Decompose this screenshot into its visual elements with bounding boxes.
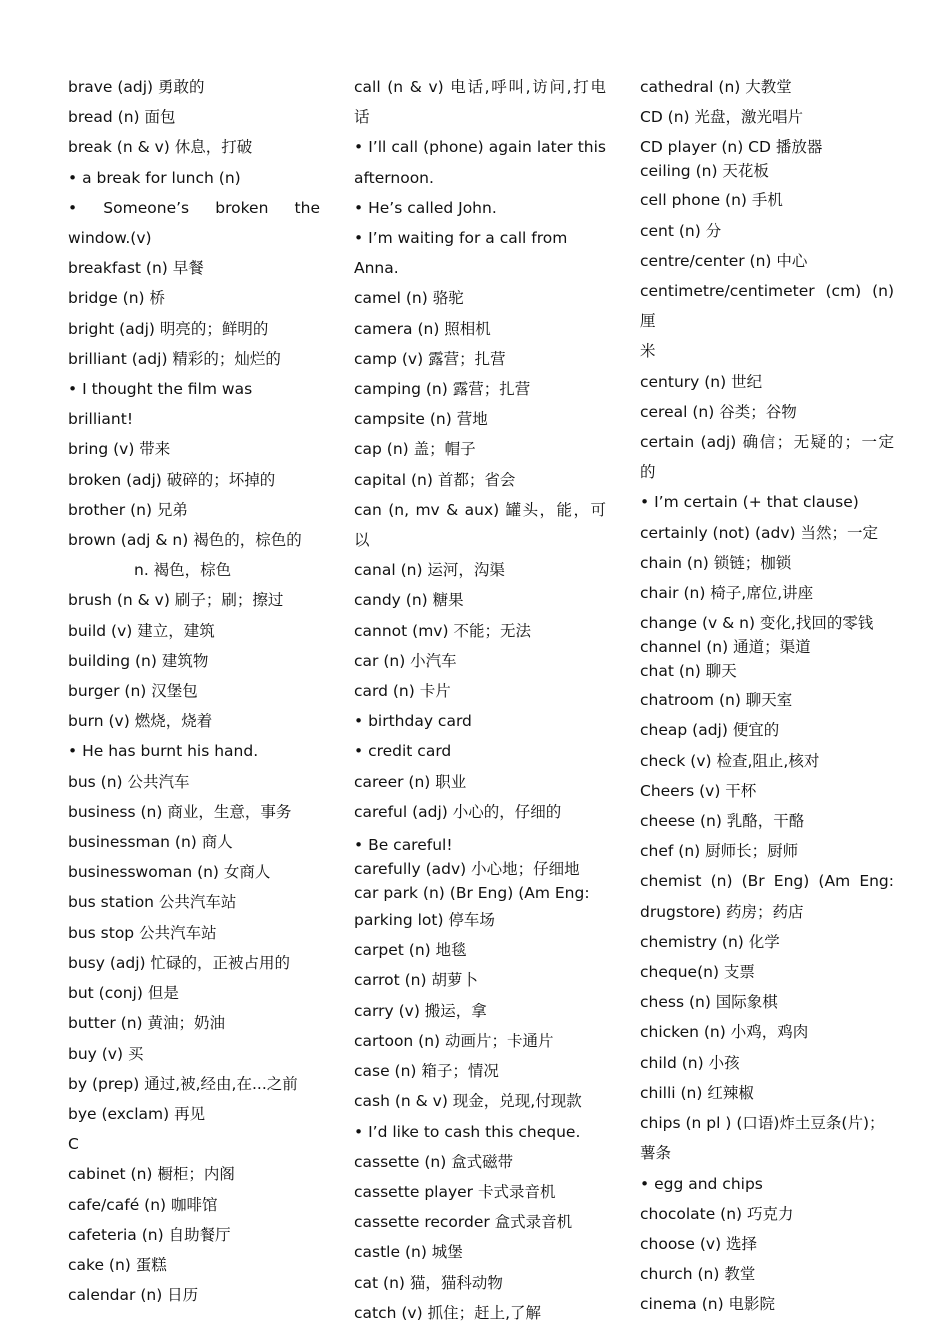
vocab-entry: cathedral (n) 大教堂 [640, 78, 792, 96]
vocab-entry: chair (n) 椅子,席位,讲座 [640, 584, 814, 603]
vocab-entry: cheap (adj) 便宜的 [640, 721, 780, 740]
vocab-entry: can (n, mv & aux) 罐头，能，可 [354, 500, 606, 519]
vocab-entry: businessman (n) 商人 [68, 833, 233, 852]
vocab-entry: businesswoman (n) 女商人 [68, 863, 271, 882]
vocab-entry: by (prep) 通过,被,经由,在...之前 [68, 1074, 298, 1093]
vocab-entry: cafe/café (n) 咖啡馆 [68, 1195, 218, 1214]
vocab-entry: change (v & n) 变化,找回的零钱 [640, 614, 874, 633]
vocab-entry: bring (v) 带来 [68, 440, 171, 459]
vocab-entry: cheese (n) 乳酪，干酪 [640, 812, 805, 831]
vocab-entry: CD player (n) CD 播放器 [640, 138, 823, 157]
vocab-entry: choose (v) 选择 [640, 1234, 758, 1253]
vocab-entry: certain (adj) 确信；无疑的；一定 [640, 433, 894, 452]
vocab-entry: • Be careful! [354, 836, 453, 855]
vocab-entry: camp (v) 露营；扎营 [354, 349, 506, 368]
vocab-entry: castle (n) 城堡 [354, 1243, 463, 1262]
section-letter: C [68, 1135, 79, 1154]
vocab-entry: carrot (n) 胡萝卜 [354, 971, 478, 990]
vocab-entry: • I thought the film was brilliant! [68, 380, 253, 429]
vocab-entry: build (v) 建立，建筑 [68, 621, 215, 640]
vocab-column-3 [640, 72, 894, 1320]
vocab-entry: child (n) 小孩 [640, 1053, 740, 1072]
vocab-entry: bus station 公共汽车站 [68, 893, 237, 912]
vocab-entry: cafeteria (n) 自助餐厅 [68, 1225, 231, 1244]
vocab-entry: window.(v) [68, 229, 152, 248]
vocab-entry: camel (n) 骆驼 [354, 289, 464, 308]
vocab-entry: cabinet (n) 橱柜；内阁 [68, 1165, 235, 1184]
vocab-entry: cinema (n) 电影院 [640, 1295, 776, 1314]
vocab-entry: brilliant (adj) 精彩的；灿烂的 [68, 349, 281, 368]
vocab-entry: busy (adj) 忙碌的，正被占用的 [68, 953, 291, 972]
vocab-entry: cartoon (n) 动画片；卡通片 [354, 1031, 554, 1050]
vocab-entry: • He’s called John. [354, 198, 497, 217]
vocab-entry: catch (v) 抓住；赶上,了解 [354, 1303, 541, 1322]
vocab-entry: broken (adj) 破碎的；坏掉的 [68, 470, 276, 489]
vocab-entry: burger (n) 汉堡包 [68, 682, 198, 701]
vocab-entry: brave (adj) 勇敢的 [68, 78, 205, 96]
vocab-entry: cell phone (n) 手机 [640, 191, 783, 210]
vocab-entry: chocolate (n) 巧克力 [640, 1204, 794, 1223]
vocab-entry: • credit card [354, 742, 452, 761]
vocab-entry: bus (n) 公共汽车 [68, 772, 190, 791]
vocab-entry: n. 褐色，棕色 [134, 561, 232, 580]
vocab-entry: • egg and chips [640, 1174, 763, 1193]
vocab-entry: bread (n) 面包 [68, 108, 176, 127]
vocab-entry: careful (adj) 小心的，仔细的 [354, 802, 562, 821]
vocab-entry: cake (n) 蛋糕 [68, 1255, 167, 1274]
vocab-entry: capital (n) 首都；省会 [354, 470, 516, 489]
vocab-entry: card (n) 卡片 [354, 682, 451, 701]
vocab-entry: 米 [640, 342, 656, 361]
vocab-entry: cassette player 卡式录音机 [354, 1182, 556, 1201]
vocab-entry: bye (exclam) 再见 [68, 1104, 206, 1123]
vocab-entry: brother (n) 兄弟 [68, 500, 188, 519]
vocab-entry: case (n) 箱子；情况 [354, 1062, 499, 1081]
vocab-entry: • I’d like to cash this cheque. [354, 1122, 581, 1141]
vocab-entry: cannot (mv) 不能；无法 [354, 621, 531, 640]
vocab-entry: • I’ll call (phone) again later this [354, 138, 606, 157]
vocab-entry: calendar (n) 日历 [68, 1286, 199, 1305]
vocab-entry: brush (n & v) 刷子；刷；擦过 [68, 591, 284, 610]
vocab-entry: chain (n) 锁链；枷锁 [640, 553, 792, 572]
vocab-entry: carpet (n) 地毯 [354, 941, 467, 960]
vocab-entry: car (n) 小汽车 [354, 651, 457, 670]
vocab-entry: camping (n) 露营；扎营 [354, 380, 531, 399]
vocab-entry: chatroom (n) 聊天室 [640, 691, 793, 710]
vocab-entry: • I’m certain (+ that clause) [640, 493, 859, 512]
vocab-entry: • a break for lunch (n) [68, 168, 241, 187]
vocab-entry: afternoon. [354, 168, 434, 187]
vocab-entry: bright (adj) 明亮的；鲜明的 [68, 319, 269, 338]
vocab-entry: 的 [640, 463, 656, 482]
vocab-entry: chilli (n) 红辣椒 [640, 1083, 754, 1102]
vocab-entry: car park (n) (Br Eng) (Am Eng: [354, 884, 590, 903]
vocab-entry: • I’m waiting for a call from Anna. [354, 229, 568, 278]
vocab-entry: parking lot) 停车场 [354, 911, 495, 930]
vocab-entry: ceiling (n) 天花板 [640, 162, 769, 181]
vocab-entry: century (n) 世纪 [640, 372, 763, 391]
vocab-entry: breakfast (n) 早餐 [68, 259, 204, 278]
vocab-entry: certainly (not) (adv) 当然；一定 [640, 523, 878, 542]
vocab-entry: chicken (n) 小鸡，鸡肉 [640, 1023, 809, 1042]
vocab-entry: cheque(n) 支票 [640, 963, 755, 982]
vocab-entry: 话 [354, 108, 370, 127]
vocab-entry: chat (n) 聊天 [640, 662, 737, 681]
vocab-entry: business (n) 商业，生意，事务 [68, 802, 292, 821]
vocab-entry: break (n & v) 休息，打破 [68, 138, 253, 157]
vocab-entry: buy (v) 买 [68, 1044, 144, 1063]
vocab-entry: burn (v) 燃烧，烧着 [68, 712, 213, 731]
vocab-entry: candy (n) 糖果 [354, 591, 464, 610]
vocab-entry: career (n) 职业 [354, 772, 467, 791]
vocab-entry: centimetre/centimeter (cm) (n) 厘 [640, 282, 894, 331]
vocab-entry: camera (n) 照相机 [354, 319, 491, 338]
vocab-entry: 薯条 [640, 1144, 672, 1163]
vocab-entry: cassette recorder 盒式录音机 [354, 1213, 573, 1232]
vocab-entry: • birthday card [354, 712, 472, 731]
vocab-entry: check (v) 检查,阻止,核对 [640, 751, 820, 770]
vocab-entry: cat (n) 猫，猫科动物 [354, 1273, 503, 1292]
vocab-entry: • Someone’s broken the [68, 198, 320, 217]
vocab-column-2 [354, 72, 606, 1328]
vocab-entry: • He has burnt his hand. [68, 742, 259, 761]
vocab-entry: church (n) 教堂 [640, 1265, 756, 1284]
vocab-entry: cassette (n) 盒式磁带 [354, 1152, 514, 1171]
vocab-column-1 [68, 72, 320, 1310]
vocab-entry: chips (n pl ) (口语)炸土豆条(片)； [640, 1114, 885, 1133]
vocab-entry: brown (adj & n) 褐色的，棕色的 [68, 531, 302, 550]
vocab-entry: canal (n) 运河，沟渠 [354, 561, 505, 580]
vocab-entry: carefully (adv) 小心地；仔细地 [354, 860, 580, 879]
vocab-entry: carry (v) 搬运，拿 [354, 1001, 487, 1020]
vocab-entry: cash (n & v) 现金，兑现,付现款 [354, 1092, 582, 1111]
vocab-entry: centre/center (n) 中心 [640, 251, 808, 270]
vocab-entry: building (n) 建筑物 [68, 651, 209, 670]
vocab-entry: cap (n) 盖；帽子 [354, 440, 476, 459]
vocab-entry: chef (n) 厨师长；厨师 [640, 842, 799, 861]
vocab-entry: CD (n) 光盘，激光唱片 [640, 108, 804, 127]
vocab-entry: butter (n) 黄油；奶油 [68, 1014, 225, 1033]
vocab-entry: cereal (n) 谷类；谷物 [640, 402, 797, 421]
vocab-entry: campsite (n) 营地 [354, 410, 488, 429]
vocab-entry: bridge (n) 桥 [68, 289, 166, 308]
vocab-entry: drugstore) 药房；药店 [640, 902, 804, 921]
vocab-entry: chemistry (n) 化学 [640, 932, 780, 951]
vocab-entry: 以 [354, 531, 370, 550]
vocab-entry: cent (n) 分 [640, 221, 722, 240]
vocab-entry: call (n & v) 电话,呼叫,访问,打电 [354, 78, 606, 96]
vocab-entry: chemist (n) (Br Eng) (Am Eng: [640, 872, 894, 891]
vocab-entry: channel (n) 通道；渠道 [640, 638, 811, 657]
vocab-entry: but (conj) 但是 [68, 984, 179, 1003]
vocab-entry: chess (n) 国际象棋 [640, 993, 778, 1012]
vocab-entry: Cheers (v) 干杯 [640, 781, 757, 800]
vocab-entry: bus stop 公共汽车站 [68, 923, 217, 942]
